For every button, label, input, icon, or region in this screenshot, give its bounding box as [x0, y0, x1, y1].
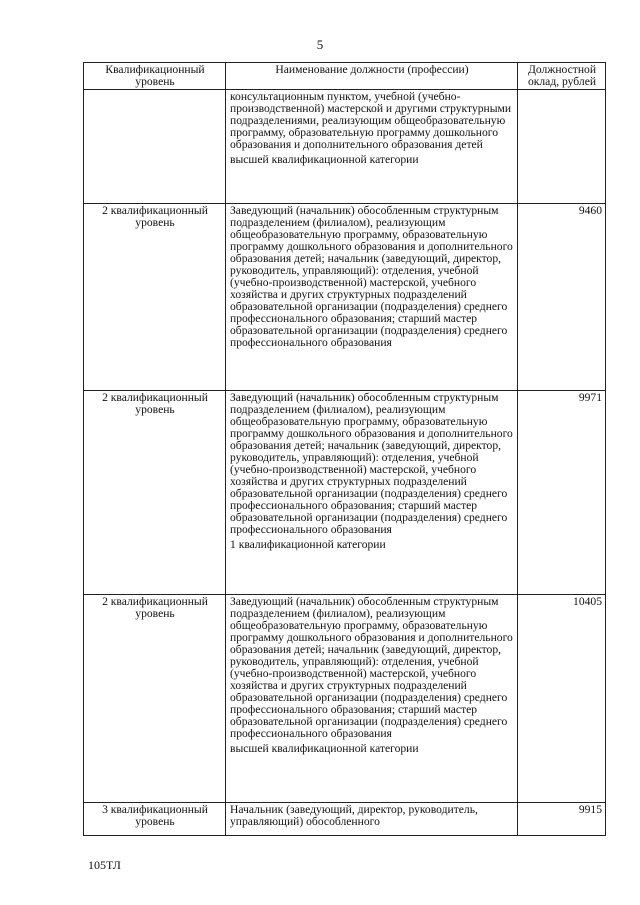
- row-position: [226, 595, 518, 803]
- qualification-category: высшей квалификационной категории: [230, 742, 419, 755]
- header-salary: Должностной оклад, рублей: [518, 63, 606, 90]
- row-position: [226, 391, 518, 595]
- table-row: [84, 90, 606, 204]
- row-salary: 10405: [518, 595, 606, 803]
- page-number: 5: [316, 37, 324, 52]
- position-text: Заведующий (начальник) обособленным структурным подразделением (филиалом), реализующим общеобразовательную программу, образовательную программу дошкольного образования и дополнительного образования детей; начальник (заведующий, директор, руководитель, управляющий): отделения, учебной (учебно-производственной) мастерской, учебного хозяйства и других структурных подразделений образовательной организации (подразделения) среднего профессионального образования; старший мастер образовательной организации (подразделения) среднего профессионального образования: [230, 204, 513, 349]
- document-code: 105ТЛ: [88, 858, 121, 872]
- table-row: [84, 803, 606, 836]
- qualification-category: высшей квалификационной категории: [230, 153, 419, 166]
- table-header-row: [84, 63, 606, 90]
- salary-table: [83, 62, 606, 836]
- header-qualification-level: Квалификационный уровень: [84, 63, 226, 90]
- row-level: 2 квалификационный уровень: [84, 391, 226, 595]
- table-row: [84, 595, 606, 803]
- row-level: 2 квалификационный уровень: [84, 204, 226, 391]
- position-text: Начальник (заведующий, директор, руководитель, управляющий) обособленного: [230, 803, 478, 828]
- position-text: консультационным пунктом, учебной (учебно-производственной) мастерской и другими структурными подразделениями, реализующим общеобразовательную программу, образовательную программу дошкольного образования и дополнительного образования детей: [230, 90, 512, 151]
- row-level: 2 квалификационный уровень: [84, 595, 226, 803]
- row-level: 3 квалификационный уровень: [84, 803, 226, 836]
- row-salary: 9915: [518, 803, 606, 836]
- header-position-name: Наименование должности (профессии): [226, 63, 518, 90]
- position-text: Заведующий (начальник) обособленным структурным подразделением (филиалом), реализующим общеобразовательную программу, образовательную программу дошкольного образования и дополнительного образования детей; начальник (заведующий, директор, руководитель, управляющий): отделения, учебной (учебно-производственной) мастерской, учебного хозяйства и других структурных подразделений образовательной организации (подразделения) среднего профессионального образования; старший мастер образовательной организации (подразделения) среднего профессионального образования: [230, 595, 513, 740]
- row-position: [226, 90, 518, 204]
- table-row: [84, 391, 606, 595]
- row-salary: [518, 90, 606, 204]
- row-salary: 9971: [518, 391, 606, 595]
- position-text: Заведующий (начальник) обособленным структурным подразделением (филиалом), реализующим общеобразовательную программу, образовательную программу дошкольного образования и дополнительного образования детей; начальник (заведующий, директор, руководитель, управляющий): отделения, учебной (учебно-производственной) мастерской, учебного хозяйства и других структурных подразделений образовательной организации (подразделения) среднего профессионального образования; старший мастер образовательной организации (подразделения) среднего профессионального образования: [230, 391, 513, 536]
- row-salary: 9460: [518, 204, 606, 391]
- table-row: [84, 204, 606, 391]
- qualification-category: 1 квалификационной категории: [230, 538, 386, 551]
- row-position: [226, 803, 518, 836]
- row-position: [226, 204, 518, 391]
- row-level: [84, 90, 226, 204]
